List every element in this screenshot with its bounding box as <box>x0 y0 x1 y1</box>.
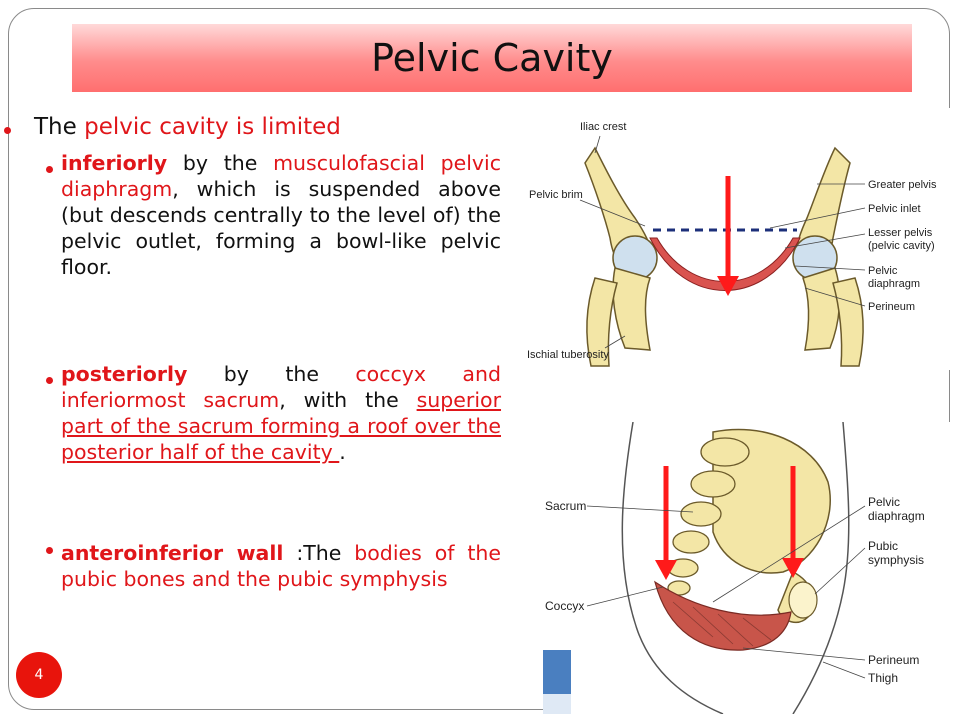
label-pelvic-diaphragm: Pelvic <box>868 265 898 277</box>
keyword: inferiorly <box>61 151 168 175</box>
item-text: :The <box>283 541 355 565</box>
pelvis-sagittal-diagram <box>543 422 955 714</box>
list-item-posteriorly <box>61 361 501 465</box>
label-thigh: Thigh <box>868 671 899 685</box>
label-pubic-symphysis: Pubic <box>868 539 899 553</box>
list-item-anteroinferior <box>61 540 501 592</box>
label-greater-pelvis: Greater pelvis <box>868 179 937 191</box>
item-text: by the <box>167 151 274 175</box>
intro-line <box>20 114 500 140</box>
item-highlight: bodies of the pubic bones and the pubic symphysis <box>61 541 501 591</box>
title-bar <box>72 24 912 92</box>
item-highlight: coccyx and inferiormost sacrum <box>61 362 501 412</box>
item-highlight: musculofascial pelvic diaphragm <box>61 151 502 201</box>
label-coccyx: Coccyx <box>545 599 585 613</box>
keyword: anteroinferior wall <box>61 541 284 565</box>
bullet-icon <box>4 127 11 134</box>
bullet-icon <box>46 377 53 384</box>
item-text: by the <box>187 362 356 386</box>
label-ischial-tuberosity: Ischial tuberosity <box>527 349 609 361</box>
label-pelvic-diaphragm-sub: diaphragm <box>868 278 920 290</box>
intro-prefix: The <box>34 114 85 140</box>
label-perineum: Perineum <box>868 653 920 667</box>
slide-title: Pelvic Cavity <box>371 36 613 80</box>
list-item-inferiorly <box>61 150 501 280</box>
item-text: , with the <box>279 388 417 412</box>
item-text: , which is suspended above (but descends centrally to the level of) the pelvic outlet, forming a bowl-like pelvic floor. <box>61 177 501 279</box>
bullet-icon <box>46 547 53 554</box>
item-highlight-underlined: superior part of the sacrum forming a roof over the posterior half of the cavity <box>61 388 502 464</box>
label-pelvic-brim: Pelvic brim <box>529 189 583 201</box>
label-sacrum: Sacrum <box>545 499 587 513</box>
intro-highlight: pelvic cavity is limited <box>84 114 341 140</box>
pelvis-coronal-diagram <box>525 108 955 370</box>
label-lesser-pelvis-sub: (pelvic cavity) <box>868 240 935 252</box>
page-number-badge: 4 <box>16 652 62 698</box>
label-pubic-symphysis-sub: symphysis <box>868 553 925 567</box>
bullet-icon <box>46 166 53 173</box>
label-perineum: Perineum <box>868 301 916 313</box>
label-iliac-crest: Iliac crest <box>580 121 627 133</box>
item-text: . <box>339 440 346 464</box>
label-pelvic-inlet: Pelvic inlet <box>868 203 921 215</box>
label-pelvic-diaphragm-sub: diaphragm <box>868 509 925 523</box>
keyword: posteriorly <box>61 362 188 386</box>
label-lesser-pelvis: Lesser pelvis <box>868 227 933 239</box>
label-pelvic-diaphragm: Pelvic <box>868 495 901 509</box>
